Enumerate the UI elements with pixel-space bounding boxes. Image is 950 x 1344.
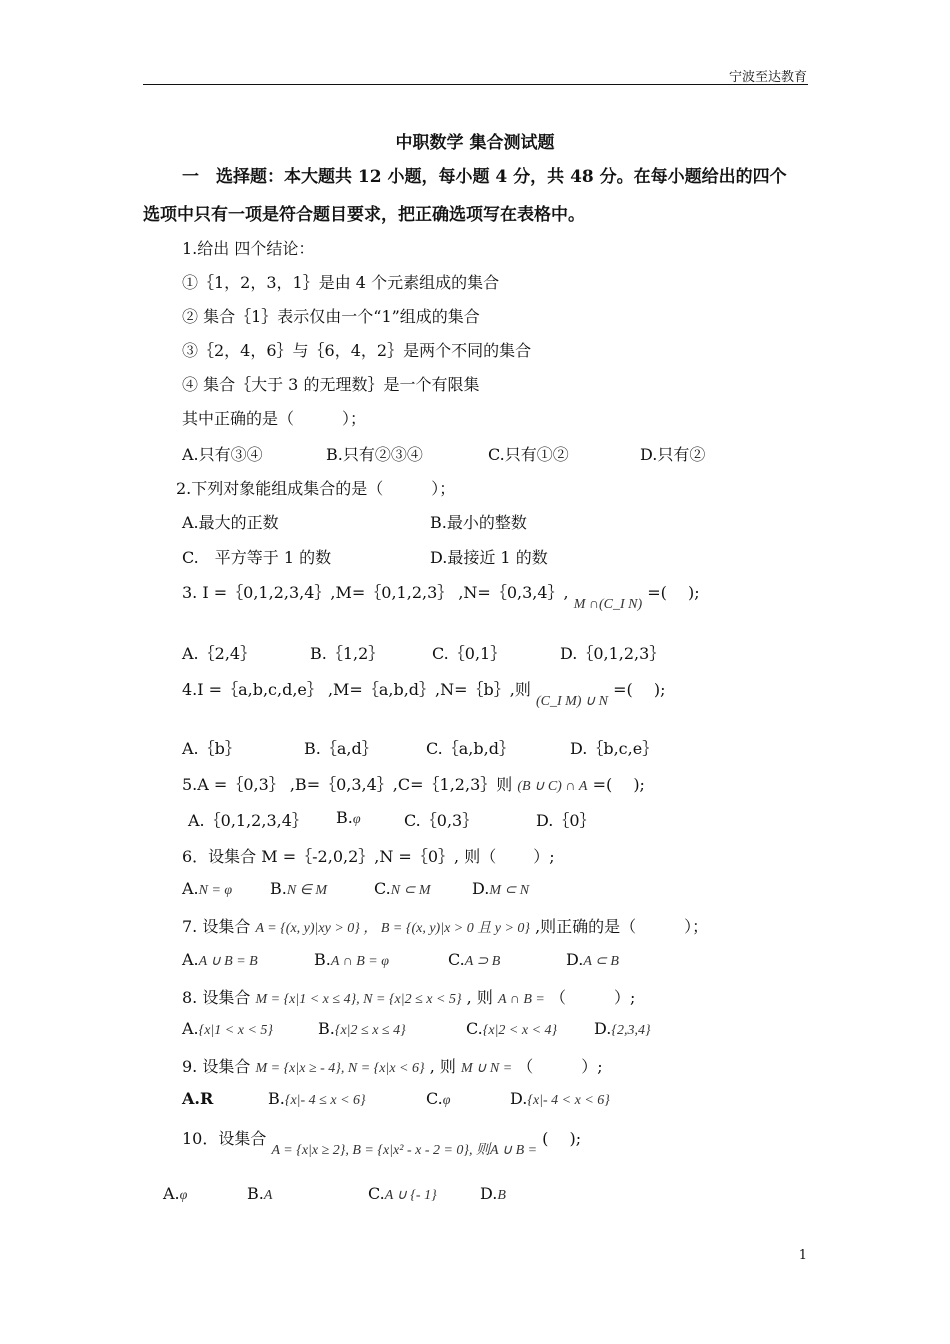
- q4-option-d: D.｛b,c,e｝: [570, 739, 659, 758]
- q10-option-c: C.A ∪ {- 1}: [368, 1184, 437, 1203]
- q10-option-b: B.A: [247, 1184, 273, 1203]
- q1-option-a: A.只有③④: [182, 445, 263, 464]
- q9-option-c-expr: φ: [442, 1093, 451, 1108]
- q9-option-a: A.R: [182, 1089, 214, 1108]
- q6-option-c-expr: N ⊂ M: [390, 883, 431, 898]
- q8-option-a-expr: {x|1 < x < 5}: [198, 1023, 274, 1038]
- q8-stem: 8. 设集合: [182, 988, 251, 1007]
- q5-option-d: D.｛0｝: [536, 811, 596, 830]
- q8-expression-2: A ∩ B =: [497, 992, 545, 1007]
- q9-option-d-expr: {x|- 4 < x < 6}: [527, 1093, 610, 1108]
- q7-stem: 7. 设集合: [182, 917, 251, 936]
- q9-stem: 9. 设集合: [182, 1057, 251, 1076]
- q4-stem: 4.I =｛a,b,c,d,e｝ ,M=｛a,b,d｝,N=｛b｝,则: [182, 680, 531, 699]
- q5-tail: =( );: [592, 775, 645, 794]
- q10-expression: A = {x|x ≥ 2}, B = {x|x² - x - 2 = 0}, 则A ∪ B =: [271, 1143, 538, 1158]
- q8-tail: （ ）;: [549, 988, 636, 1007]
- q3-stem: 3. I =｛0,1,2,3,4｝,M=｛0,1,2,3｝ ,N=｛0,3,4｝,: [182, 583, 569, 602]
- q8-expression: M = {x|1 < x ≤ 4}, N = {x|2 ≤ x < 5}: [255, 992, 462, 1007]
- q8-option-c-expr: {x|2 < x < 4}: [482, 1023, 558, 1038]
- q8-option-d: D.{2,3,4}: [594, 1019, 651, 1038]
- q4-option-a: A.｛b｝: [182, 739, 241, 758]
- q8-line: [182, 985, 635, 1008]
- section-heading-line2: 选项中只有一项是符合题目要求，把正确选项写在表格中。: [143, 205, 585, 225]
- q1-ask: 其中正确的是（ ）；: [182, 409, 367, 428]
- q10-option-a-expr: φ: [179, 1188, 188, 1203]
- q10-tail: ( );: [542, 1129, 582, 1148]
- q2-option-c: C. 平方等于 1 的数: [182, 548, 332, 567]
- q3-expression: M ∩(C_I N): [573, 597, 643, 612]
- q3-option-c: C.｛0,1｝: [432, 644, 507, 663]
- q8-option-b-expr: {x|2 ≤ x ≤ 4}: [334, 1023, 406, 1038]
- q7-option-c-expr: A ⊃ B: [464, 954, 501, 969]
- q10-stem: 10．设集合: [182, 1129, 267, 1148]
- section-heading-line1: 一 选择题：本大题共 12 小题，每小题 4 分，共 48 分。在每小题给出的四个: [182, 167, 787, 187]
- q9-option-c: C.φ: [426, 1089, 451, 1108]
- q5-stem: 5.A =｛0,3｝ ,B=｛0,3,4｝,C=｛1,2,3｝则: [182, 775, 513, 794]
- q4-expression: (C_I M) ∪ N: [535, 694, 609, 709]
- q5-option-b: B.φ: [336, 808, 361, 827]
- header-rule: [143, 84, 808, 85]
- header-org: 宁波至达教育: [728, 70, 807, 85]
- page-number: 1: [798, 1248, 807, 1263]
- q7-expression: A = {(x, y)|xy > 0} ， B = {(x, y)|x > 0 且 y > 0}: [255, 921, 530, 936]
- q1-option-b: B.只有②③④: [326, 445, 423, 464]
- q5-option-b-expr: φ: [352, 812, 361, 827]
- q1-statement-3: ③｛2，4，6｝与｛6，4，2｝是两个不同的集合: [182, 341, 532, 360]
- q10-option-a: A.φ: [163, 1184, 188, 1203]
- q9-option-d: D.{x|- 4 < x < 6}: [510, 1089, 610, 1108]
- q1-statement-2: ② 集合｛1｝表示仅由一个“1”组成的集合: [182, 307, 480, 326]
- q8-option-b: B.{x|2 ≤ x ≤ 4}: [318, 1019, 406, 1038]
- q2-option-b: B.最小的整数: [430, 513, 527, 532]
- q7-line: [182, 914, 708, 937]
- q6-option-d: D.M ⊂ N: [472, 879, 530, 898]
- q5-expression: (B ∪ C) ∩ A: [517, 779, 588, 794]
- q2-option-a: A.最大的正数: [182, 513, 279, 532]
- q4-option-c: C.｛a,b,d｝: [426, 739, 515, 758]
- q8-mid: , 则: [466, 988, 493, 1007]
- q6-stem: 6．设集合 M =｛-2,0,2｝,N =｛0｝, 则（ ）;: [182, 847, 555, 866]
- q7-option-a-expr: A ∪ B = B: [198, 954, 258, 969]
- q7-option-c: C.A ⊃ B: [448, 950, 501, 969]
- q9-option-b: B.{x|- 4 ≤ x < 6}: [268, 1089, 366, 1108]
- q7-option-a: A.A ∪ B = B: [182, 950, 258, 969]
- q10-option-d: D.B: [480, 1184, 506, 1203]
- q9-option-b-expr: {x|- 4 ≤ x < 6}: [284, 1093, 366, 1108]
- q6-option-a-expr: N = φ: [198, 883, 233, 898]
- q5-line: [182, 772, 645, 795]
- q3-option-d: D.｛0,1,2,3｝: [560, 644, 666, 663]
- q7-option-d-expr: A ⊂ B: [583, 954, 619, 969]
- q4-option-b: B.｛a,d｝: [304, 739, 378, 758]
- page-title: 中职数学 集合测试题: [395, 133, 555, 153]
- q1-option-c: C.只有①②: [488, 445, 569, 464]
- q6-option-b: B.N ∈ M: [270, 879, 328, 898]
- q10-option-c-expr: A ∪ {- 1}: [384, 1188, 437, 1203]
- q10-option-d-expr: B: [497, 1188, 506, 1203]
- q8-option-d-expr: {2,3,4}: [611, 1023, 651, 1038]
- q7-option-b-expr: A ∩ B = φ: [330, 954, 389, 969]
- q8-option-c: C.{x|2 < x < 4}: [466, 1019, 558, 1038]
- q3-line: [182, 580, 700, 612]
- q5-option-a: A.｛0,1,2,3,4｝: [188, 811, 308, 830]
- q1-statement-1: ①｛1，2，3，1｝是由 4 个元素组成的集合: [182, 273, 500, 292]
- q7-option-d: D.A ⊂ B: [566, 950, 619, 969]
- q1-statement-4: ④ 集合｛大于 3 的无理数｝是一个有限集: [182, 375, 480, 394]
- q5-option-c: C.｛0,3｝: [404, 811, 479, 830]
- q9-mid: , 则: [429, 1057, 456, 1076]
- q9-expression-2: M ∪ N =: [460, 1061, 513, 1076]
- q9-tail: （ ）;: [517, 1057, 603, 1076]
- q9-line: [182, 1054, 603, 1077]
- q9-expression: M = {x|x ≥ - 4}, N = {x|x < 6}: [255, 1061, 425, 1076]
- q4-line: [182, 677, 666, 709]
- q1-stem: 1.给出 四个结论：: [182, 239, 315, 258]
- q3-tail: =( );: [647, 583, 700, 602]
- q3-option-b: B.｛1,2｝: [310, 644, 385, 663]
- q10-line: [182, 1126, 582, 1158]
- q10-option-b-expr: A: [263, 1188, 273, 1203]
- q1-option-d: D.只有②: [640, 445, 706, 464]
- q6-option-c: C.N ⊂ M: [374, 879, 431, 898]
- q4-tail: =( );: [613, 680, 666, 699]
- q6-option-d-expr: M ⊂ N: [489, 883, 530, 898]
- q2-stem: 2.下列对象能组成集合的是（ ）；: [176, 479, 456, 498]
- q7-option-b: B.A ∩ B = φ: [314, 950, 389, 969]
- q8-option-a: A.{x|1 < x < 5}: [182, 1019, 274, 1038]
- q7-tail: ,则正确的是（ ）；: [535, 917, 709, 936]
- q6-option-a: A.N = φ: [182, 879, 233, 898]
- q6-option-b-expr: N ∈ M: [286, 883, 328, 898]
- q2-option-d: D.最接近 1 的数: [430, 548, 548, 567]
- q3-option-a: A.｛2,4｝: [182, 644, 257, 663]
